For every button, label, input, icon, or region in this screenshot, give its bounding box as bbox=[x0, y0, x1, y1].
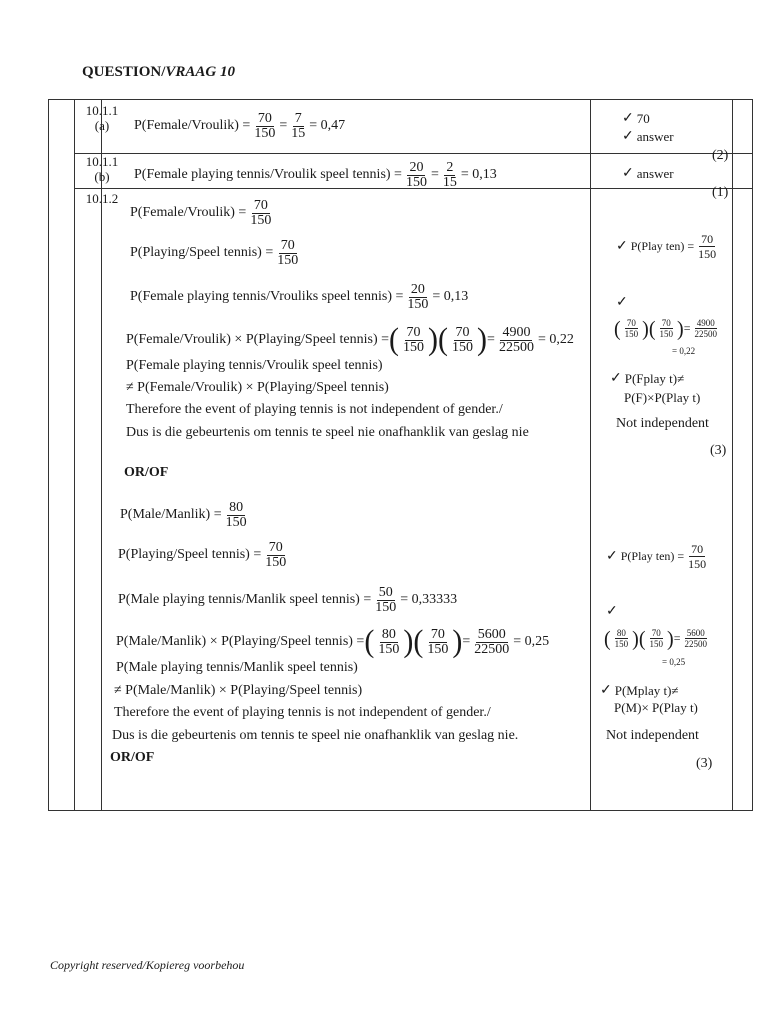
check-icon: ✓ bbox=[606, 604, 618, 619]
question-number: 10.1.1 (a) bbox=[85, 103, 119, 133]
mark-item: ✓ P(Fplay t)≠ bbox=[610, 370, 685, 386]
check-icon: ✓ bbox=[622, 129, 634, 144]
check-icon: ✓ bbox=[616, 295, 628, 310]
mark-item: ✓ answer bbox=[622, 165, 674, 181]
answer-line: Dus is die gebeurtenis om tennis te speel nie onafhanklik van geslag nie. bbox=[112, 728, 519, 743]
mark-item: ✓ P(Play ten) = $\frac{70}{150}$ bbox=[606, 542, 707, 571]
mark-item: P(M)× P(Play t) bbox=[614, 700, 698, 715]
mark-item: ( $\frac{70}{150}$ ) ( $\frac{70}{150}$ ) = $\frac{4900}{22500}$ bbox=[614, 316, 717, 341]
mark-item: = 0,25 bbox=[662, 657, 686, 667]
answer-line: P(Male/Manlik) = $\frac{80}{150}$ bbox=[120, 499, 247, 530]
or-separator: OR/OF bbox=[110, 750, 155, 765]
mark-item: = 0,22 bbox=[672, 346, 696, 356]
answer-line: Therefore the event of playing tennis is not independent of gender./ bbox=[126, 402, 503, 417]
answer-line: P(Female/Vroulik) = $\frac{70}{150}$ bbox=[130, 197, 272, 228]
check-icon: ✓ bbox=[622, 166, 634, 181]
answer-line: Therefore the event of playing tennis is not independent of gender./ bbox=[114, 705, 491, 720]
col-divider-marks bbox=[590, 99, 591, 811]
page-title: QUESTION/VRAAG 10 bbox=[82, 64, 235, 80]
score: (3) bbox=[710, 443, 727, 458]
check-icon: ✓ bbox=[616, 239, 628, 254]
copyright-footer: Copyright reserved/Kopiereg voorbehou bbox=[50, 958, 245, 972]
score: (2) bbox=[712, 148, 729, 163]
answer-line: P(Female playing tennis/Vroulik speel tennis) = $\frac{20}{150}$ = $\frac{2}{15}$ = 0,13 bbox=[134, 159, 497, 190]
check-icon: ✓ bbox=[606, 549, 618, 564]
mark-item: Not independent bbox=[606, 728, 699, 743]
answer-line: P(Female playing tennis/Vroulik speel tennis) bbox=[126, 358, 383, 373]
mark-item: ( $\frac{80}{150}$ ) ( $\frac{70}{150}$ ) = $\frac{5600}{22500}$ bbox=[604, 626, 707, 651]
answer-line: P(Male playing tennis/Manlik speel tennis) = $\frac{50}{150}$ = 0,33333 bbox=[118, 584, 458, 615]
answer-line: P(Female playing tennis/Vrouliks speel tennis) = $\frac{20}{150}$ = 0,13 bbox=[130, 281, 469, 312]
question-number: 10.1.1 (b) bbox=[85, 154, 119, 184]
answer-line: ≠ P(Female/Vroulik) × P(Playing/Speel tennis) bbox=[126, 380, 389, 395]
score: (3) bbox=[696, 756, 713, 771]
mark-item: ✓ 70 bbox=[622, 110, 650, 126]
check-icon: ✓ bbox=[622, 111, 634, 126]
answer-line: P(Playing/Speel tennis) = $\frac{70}{150}$ bbox=[130, 237, 299, 268]
answer-line: P(Playing/Speel tennis) = $\frac{70}{150}$ bbox=[118, 539, 287, 570]
answer-line: P(Male playing tennis/Manlik speel tennis) bbox=[116, 660, 358, 675]
col-divider-right bbox=[732, 99, 733, 811]
answer-line: ≠ P(Male/Manlik) × P(Playing/Speel tennis) bbox=[114, 683, 363, 698]
mark-item bbox=[606, 603, 621, 620]
mark-item bbox=[616, 294, 631, 311]
answer-line: Dus is die gebeurtenis om tennis te speel nie onafhanklik van geslag nie bbox=[126, 425, 529, 440]
mark-item: P(F)×P(Play t) bbox=[624, 390, 701, 405]
check-icon: ✓ bbox=[610, 371, 622, 386]
row-divider-1 bbox=[74, 153, 753, 154]
or-separator: OR/OF bbox=[124, 465, 169, 480]
answer-line: P(Female/Vroulik) × P(Playing/Speel tennis) = ( $\frac{70}{150}$ ) ( $\frac{70}{150}$ ) = $\frac{4900}{22500}$ = 0,22 bbox=[126, 322, 574, 357]
answer-line: P(Male/Manlik) × P(Playing/Speel tennis) = ( $\frac{80}{150}$ ) ( $\frac{70}{150}$ ) = $\frac{5600}{22500}$ = 0,25 bbox=[116, 624, 550, 659]
check-icon: ✓ bbox=[600, 683, 612, 698]
mark-item: ✓ P(Mplay t)≠ bbox=[600, 682, 679, 698]
mark-item: ✓ answer bbox=[622, 128, 674, 144]
mark-item: Not independent bbox=[616, 416, 709, 431]
answer-line: P(Female/Vroulik) = $\frac{70}{150}$ = $\frac{7}{15}$ = 0,47 bbox=[134, 110, 346, 141]
score: (1) bbox=[712, 185, 729, 200]
mark-item: ✓ P(Play ten) = $\frac{70}{150}$ bbox=[616, 232, 717, 261]
question-number: 10.1.2 bbox=[85, 191, 119, 206]
